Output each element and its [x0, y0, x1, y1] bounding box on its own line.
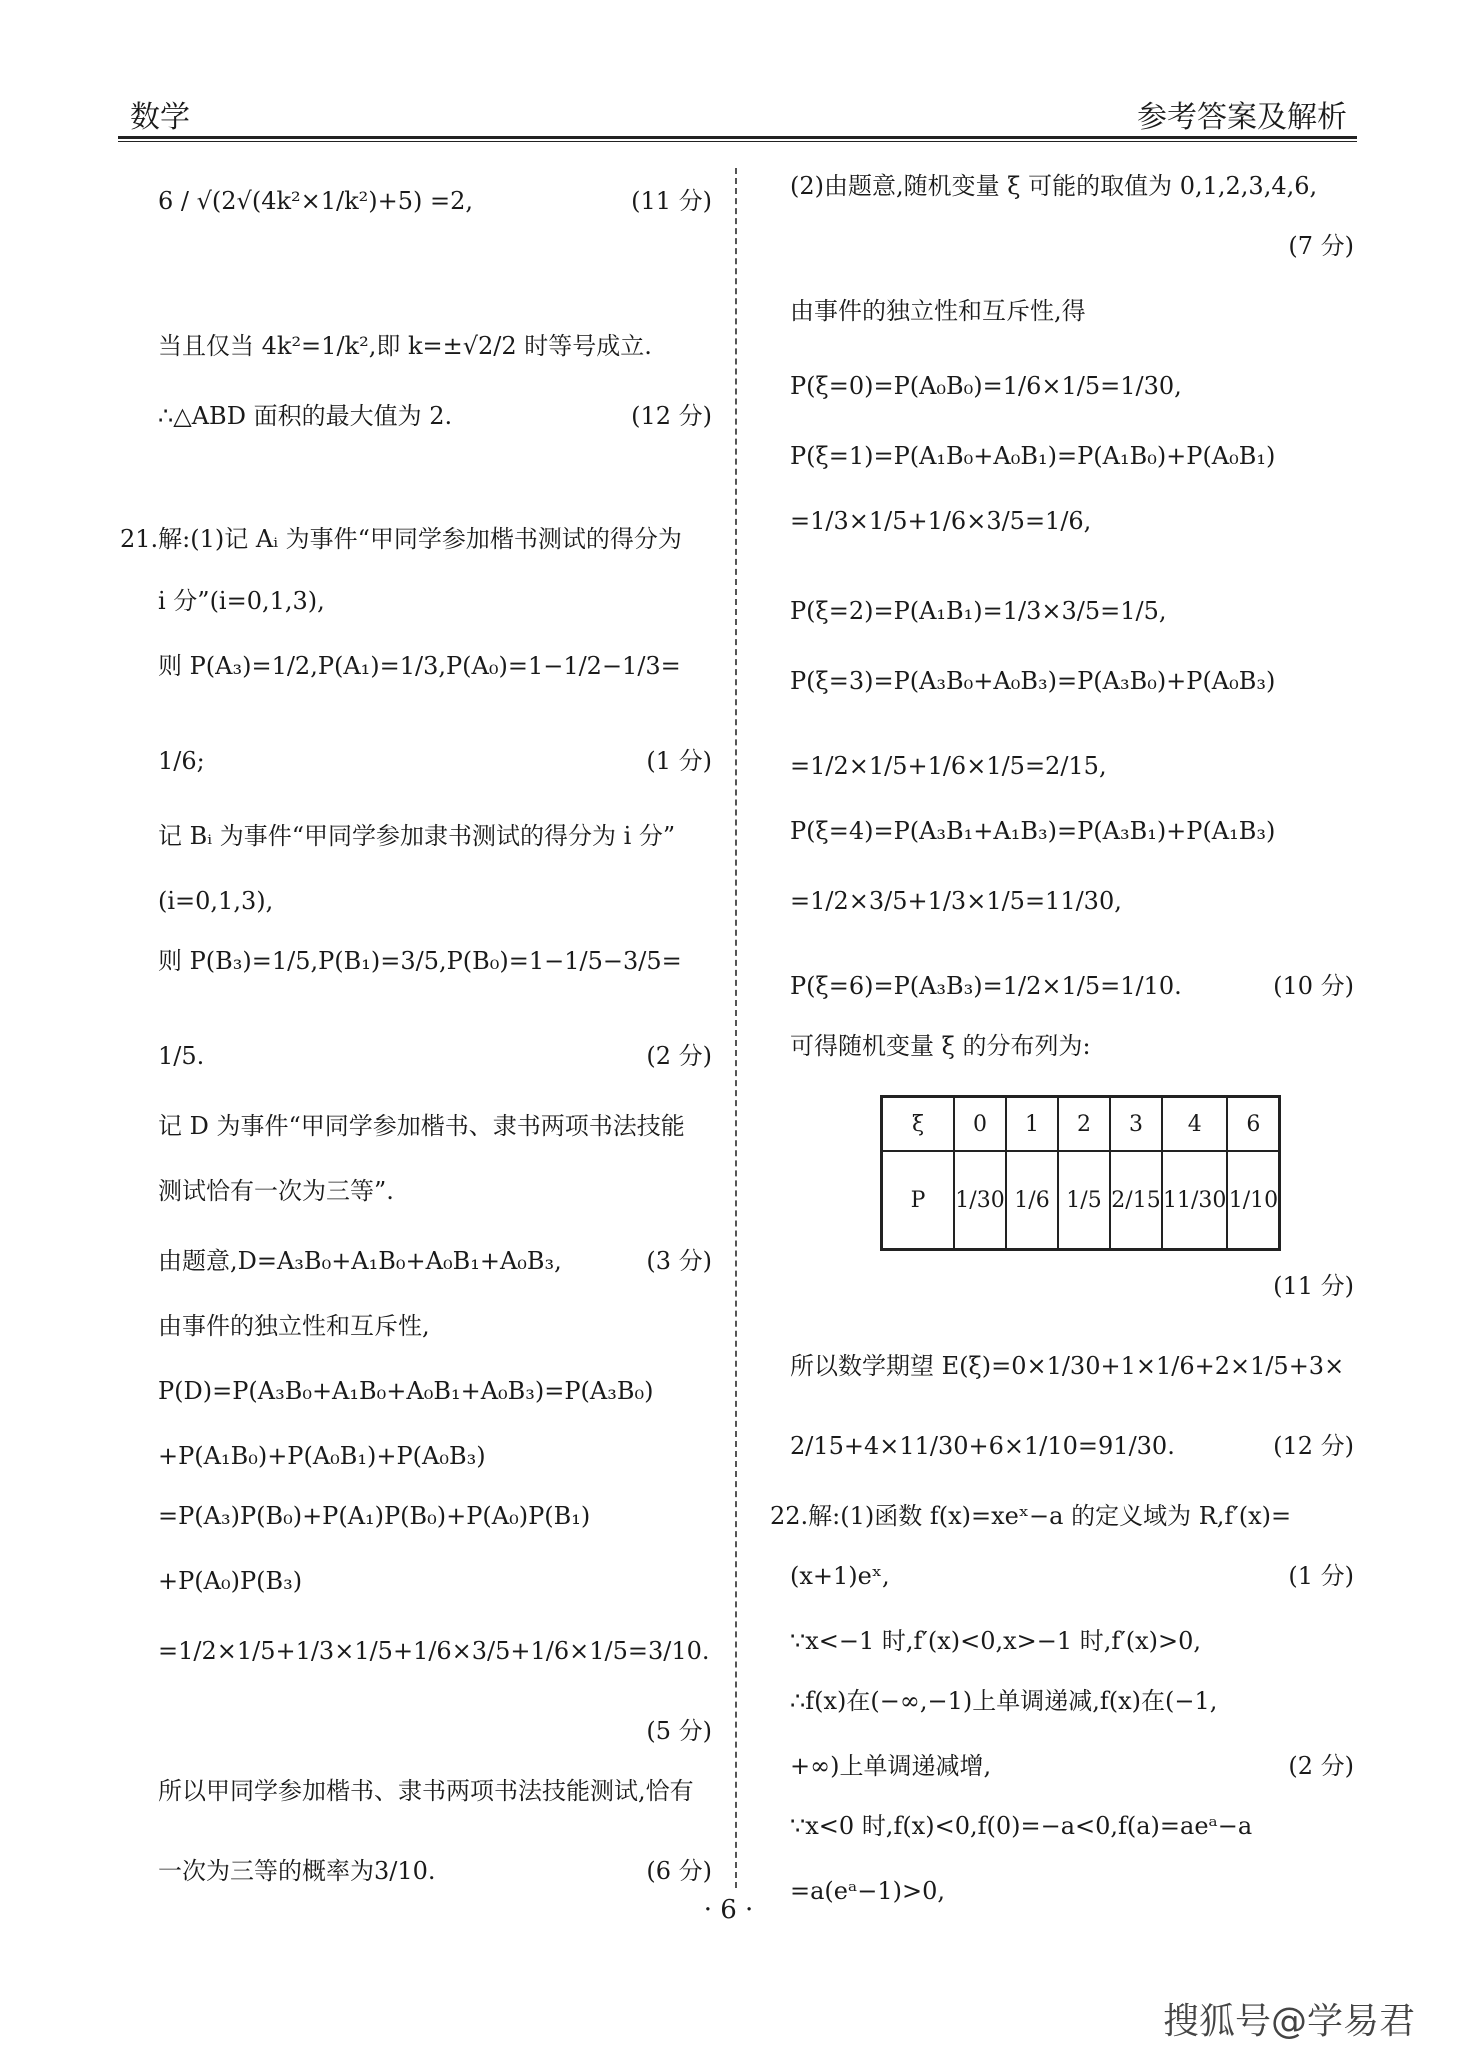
- left-line: 由题意,D=A₃B₀+A₁B₀+A₀B₁+A₀B₃,: [158, 1247, 562, 1275]
- right-line: P(ξ=1)=P(A₁B₀+A₀B₁)=P(A₁B₀)+P(A₀B₁): [790, 442, 1276, 470]
- right-line: P(ξ=2)=P(A₁B₁)=1/3×3/5=1/5,: [790, 597, 1167, 625]
- left-line: 记 Bᵢ 为事件“甲同学参加隶书测试的得分为 i 分”: [158, 822, 676, 850]
- right-line: (2)由题意,随机变量 ξ 可能的取值为 0,1,2,3,4,6,: [790, 172, 1318, 200]
- right-line: 所以数学期望 E(ξ)=0×1/30+1×1/6+2×1/5+3×: [790, 1352, 1345, 1380]
- right-line: =1/2×1/5+1/6×1/5=2/15,: [790, 752, 1107, 780]
- table-cell: 1/30: [954, 1151, 1006, 1250]
- right-line: P(ξ=6)=P(A₃B₃)=1/2×1/5=1/10.: [790, 972, 1182, 1000]
- left-line: +P(A₁B₀)+P(A₀B₁)+P(A₀B₃): [158, 1442, 486, 1470]
- table-cell: 1/6: [1006, 1151, 1058, 1250]
- table-cell: 1/5: [1058, 1151, 1110, 1250]
- right-line: 由事件的独立性和互斥性,得: [790, 297, 1086, 325]
- left-line: (i=0,1,3),: [158, 887, 274, 915]
- table-cell: 1/10: [1227, 1151, 1280, 1250]
- left-score: (11 分): [631, 187, 712, 215]
- left-score: (1 分): [646, 747, 712, 775]
- left-line: 则 P(A₃)=1/2,P(A₁)=1/3,P(A₀)=1−1/2−1/3=: [158, 652, 681, 680]
- header-rule: [118, 136, 1357, 139]
- page-number: · 6 ·: [703, 1895, 754, 1925]
- right-line: P(ξ=3)=P(A₃B₀+A₀B₃)=P(A₃B₀)+P(A₀B₃): [790, 667, 1276, 695]
- left-score: (6 分): [646, 1857, 712, 1885]
- table-cell: 0: [954, 1097, 1006, 1152]
- left-line: 当且仅当 4k²=1/k²,即 k=±√2/2 时等号成立.: [158, 332, 652, 360]
- column-divider: [735, 168, 737, 1888]
- left-line: 所以甲同学参加楷书、隶书两项书法技能测试,恰有: [158, 1777, 694, 1805]
- right-line: ∴f(x)在(−∞,−1)上单调递减,f(x)在(−1,: [790, 1687, 1218, 1715]
- left-score: (12 分): [631, 402, 712, 430]
- table-cell: 2: [1058, 1097, 1110, 1152]
- right-line: P(ξ=0)=P(A₀B₀)=1/6×1/5=1/30,: [790, 372, 1182, 400]
- right-line: (x+1)eˣ,: [790, 1562, 890, 1590]
- distribution-table: [880, 1095, 1281, 1251]
- header-rule-thin: [118, 141, 1357, 142]
- header-subject: 数学: [130, 100, 190, 135]
- left-line: =1/2×1/5+1/3×1/5+1/6×3/5+1/6×1/5=3/10.: [158, 1637, 710, 1665]
- left-line: =P(A₃)P(B₀)+P(A₁)P(B₀)+P(A₀)P(B₁): [158, 1502, 591, 1530]
- right-line: =a(eᵃ−1)>0,: [790, 1877, 945, 1905]
- left-line: 1/6;: [158, 747, 205, 775]
- right-line: 22.解:(1)函数 f(x)=xeˣ−a 的定义域为 R,f′(x)=: [770, 1502, 1292, 1530]
- table-cell: 1: [1006, 1097, 1058, 1152]
- left-line: 1/5.: [158, 1042, 205, 1070]
- left-line: 21.解:(1)记 Aᵢ 为事件“甲同学参加楷书测试的得分为: [120, 525, 682, 553]
- left-line: P(D)=P(A₃B₀+A₁B₀+A₀B₁+A₀B₃)=P(A₃B₀): [158, 1377, 654, 1405]
- table-cell: 2/15: [1110, 1151, 1162, 1250]
- right-score: (11 分): [1273, 1272, 1354, 1300]
- left-line: ∴△ABD 面积的最大值为 2.: [158, 402, 453, 430]
- right-line: =1/2×3/5+1/3×1/5=11/30,: [790, 887, 1122, 915]
- table-cell: 11/30: [1162, 1151, 1227, 1250]
- right-score: (1 分): [1288, 1562, 1354, 1590]
- right-score: (10 分): [1273, 972, 1354, 1000]
- watermark: 搜狐号@学易君: [1162, 2001, 1415, 2042]
- right-line: 2/15+4×11/30+6×1/10=91/30.: [790, 1432, 1175, 1460]
- left-line: 6 / √(2√(4k²×1/k²)+5) =2,: [158, 187, 473, 215]
- table-cell: 6: [1227, 1097, 1280, 1152]
- table-header-p: P: [882, 1151, 955, 1250]
- right-line: 可得随机变量 ξ 的分布列为:: [790, 1032, 1091, 1060]
- right-line: P(ξ=4)=P(A₃B₁+A₁B₃)=P(A₃B₁)+P(A₁B₃): [790, 817, 1276, 845]
- table-cell: 3: [1110, 1097, 1162, 1152]
- right-score: (12 分): [1273, 1432, 1354, 1460]
- table-row-values: [882, 1097, 1280, 1152]
- table-header-xi: ξ: [882, 1097, 955, 1152]
- left-score: (5 分): [646, 1717, 712, 1745]
- right-score: (7 分): [1288, 232, 1354, 260]
- left-line: 一次为三等的概率为3/10.: [158, 1857, 436, 1885]
- table-row-probs: [882, 1151, 1280, 1250]
- right-line: =1/3×1/5+1/6×3/5=1/6,: [790, 507, 1092, 535]
- left-line: +P(A₀)P(B₃): [158, 1567, 303, 1595]
- table-cell: 4: [1162, 1097, 1227, 1152]
- right-line: ∵x<−1 时,f′(x)<0,x>−1 时,f′(x)>0,: [790, 1627, 1202, 1655]
- left-line: 则 P(B₃)=1/5,P(B₁)=3/5,P(B₀)=1−1/5−3/5=: [158, 947, 682, 975]
- right-score: (2 分): [1288, 1752, 1354, 1780]
- left-line: i 分”(i=0,1,3),: [158, 587, 325, 615]
- left-score: (2 分): [646, 1042, 712, 1070]
- left-line: 测试恰有一次为三等”.: [158, 1177, 394, 1205]
- left-line: 由事件的独立性和互斥性,: [158, 1312, 430, 1340]
- right-line: +∞)上单调递减增,: [790, 1752, 992, 1780]
- left-line: 记 D 为事件“甲同学参加楷书、隶书两项书法技能: [158, 1112, 685, 1140]
- header-section: 参考答案及解析: [1137, 100, 1347, 135]
- left-score: (3 分): [646, 1247, 712, 1275]
- right-line: ∵x<0 时,f(x)<0,f(0)=−a<0,f(a)=aeᵃ−a: [790, 1812, 1253, 1840]
